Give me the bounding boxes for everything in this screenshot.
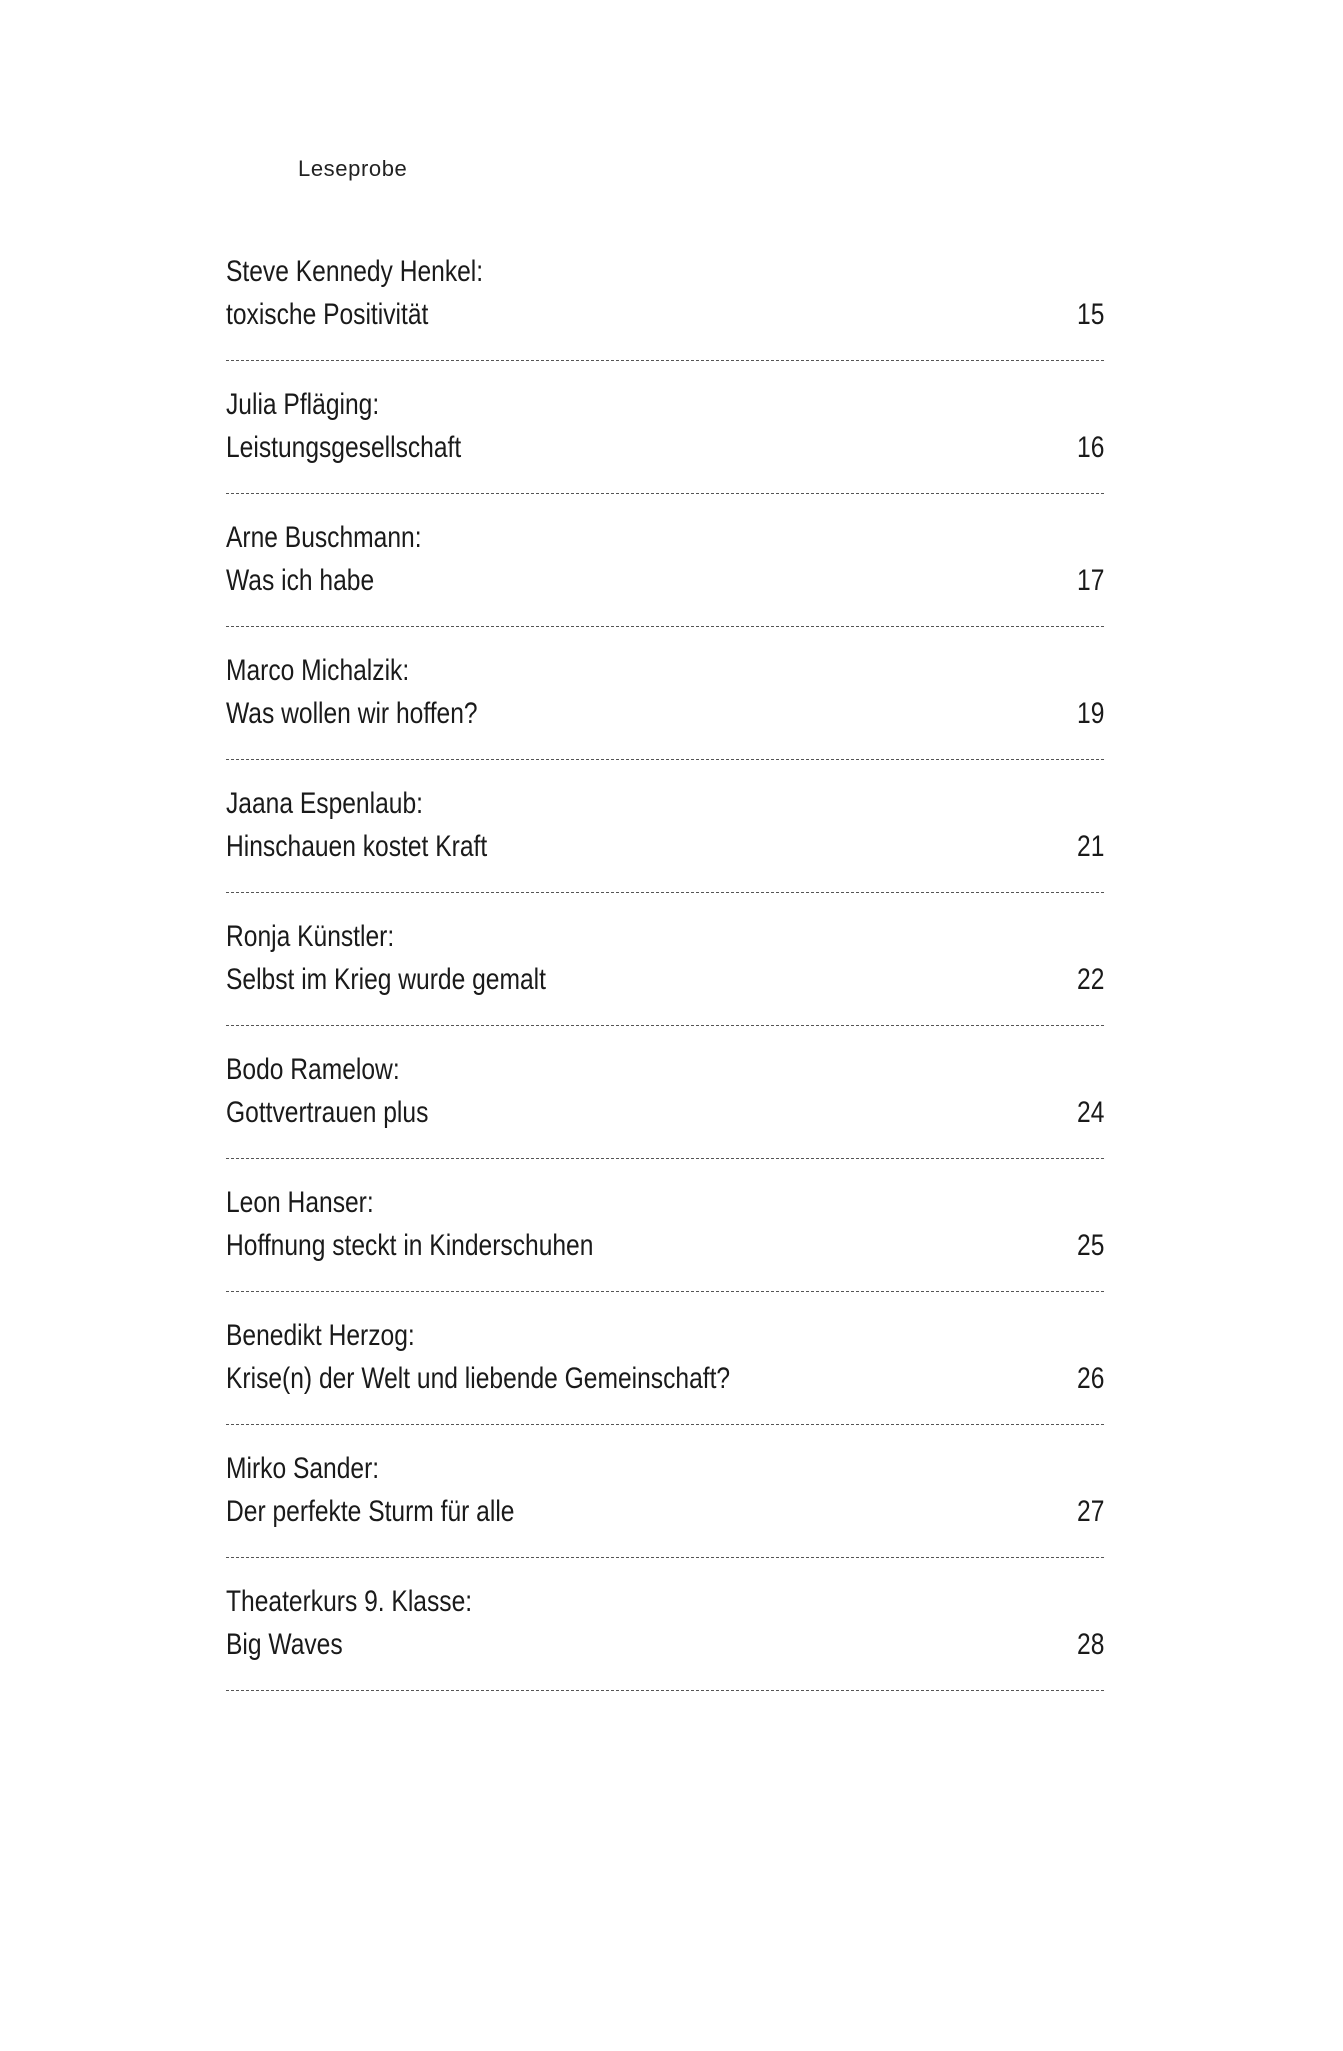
dashed-divider <box>226 1158 1104 1159</box>
dashed-divider <box>226 1690 1104 1691</box>
toc-entry-page-number: 21 <box>1076 830 1104 863</box>
table-of-contents <box>226 254 1104 1717</box>
toc-entry-author: Arne Buschmann: <box>226 521 422 554</box>
toc-entry-page-number: 22 <box>1076 963 1104 996</box>
toc-entry-page-number: 17 <box>1076 564 1104 597</box>
toc-entry-title: Krise(n) der Welt und liebende Gemeinschaft? <box>226 1362 731 1395</box>
dashed-divider <box>226 1025 1104 1026</box>
dashed-divider <box>226 626 1104 627</box>
toc-entry-title: Hinschauen kostet Kraft <box>226 830 488 863</box>
toc-entry <box>226 919 1104 1052</box>
dashed-divider <box>226 360 1104 361</box>
toc-entry <box>226 786 1104 919</box>
toc-entry-title: Was wollen wir hoffen? <box>226 697 478 730</box>
toc-entry-author: Theaterkurs 9. Klasse: <box>226 1585 473 1618</box>
dashed-divider <box>226 892 1104 893</box>
toc-entry-page-number: 19 <box>1076 697 1104 730</box>
toc-entry-author: Marco Michalzik: <box>226 654 410 687</box>
toc-entry-title: Selbst im Krieg wurde gemalt <box>226 963 546 996</box>
page-header-label: Leseprobe <box>298 156 408 181</box>
dashed-divider <box>226 493 1104 494</box>
toc-entry-author: Bodo Ramelow: <box>226 1053 400 1086</box>
toc-entry-title: Was ich habe <box>226 564 375 597</box>
toc-entry-page-number: 25 <box>1076 1229 1104 1262</box>
toc-entry-title: Big Waves <box>226 1628 343 1661</box>
dashed-divider <box>226 759 1104 760</box>
toc-entry-page-number: 27 <box>1076 1495 1104 1528</box>
toc-entry <box>226 1185 1104 1318</box>
toc-entry-title: Gottvertrauen plus <box>226 1096 429 1129</box>
toc-entry-page-number: 15 <box>1076 298 1104 331</box>
toc-entry-page-number: 26 <box>1076 1362 1104 1395</box>
dashed-divider <box>226 1291 1104 1292</box>
dashed-divider <box>226 1557 1104 1558</box>
toc-entry-author: Benedikt Herzog: <box>226 1319 415 1352</box>
toc-entry <box>226 1451 1104 1584</box>
toc-entry <box>226 653 1104 786</box>
toc-entry-author: Julia Pfläging: <box>226 388 380 421</box>
toc-entry <box>226 387 1104 520</box>
toc-entry <box>226 254 1104 387</box>
toc-entry-title: Hoffnung steckt in Kinderschuhen <box>226 1229 594 1262</box>
toc-entry <box>226 1052 1104 1185</box>
toc-entry <box>226 1318 1104 1451</box>
toc-entry <box>226 520 1104 653</box>
toc-entry-title: toxische Positivität <box>226 298 429 331</box>
toc-entry-title: Der perfekte Sturm für alle <box>226 1495 515 1528</box>
toc-entry-author: Leon Hanser: <box>226 1186 374 1219</box>
dashed-divider <box>226 1424 1104 1425</box>
toc-entry-page-number: 28 <box>1076 1628 1104 1661</box>
toc-entry-author: Mirko Sander: <box>226 1452 380 1485</box>
toc-entry-author: Jaana Espenlaub: <box>226 787 423 820</box>
toc-entry-author: Ronja Künstler: <box>226 920 395 953</box>
toc-entry-author: Steve Kennedy Henkel: <box>226 255 484 288</box>
toc-entry-title: Leistungsgesellschaft <box>226 431 462 464</box>
toc-entry-page-number: 24 <box>1076 1096 1104 1129</box>
toc-entry <box>226 1584 1104 1717</box>
toc-entry-page-number: 16 <box>1076 431 1104 464</box>
